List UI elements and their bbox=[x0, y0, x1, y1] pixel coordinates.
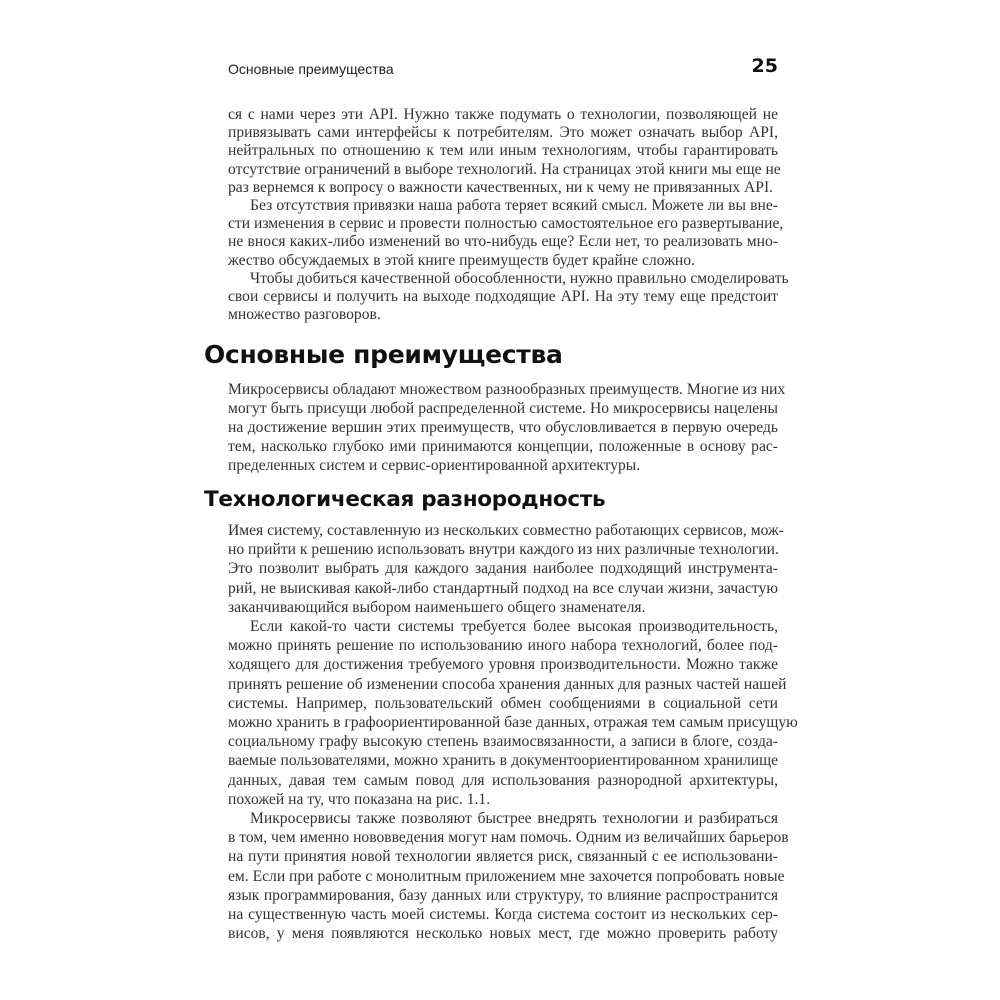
text-line: ем. Если при работе с монолитным приложением мне захочется попробовать новые bbox=[228, 867, 785, 885]
text-line: привязывать сами интерфейсы к потребителям. Это может означать выбор API, bbox=[228, 124, 778, 142]
text-line: Чтобы добиться качественной обособленности, нужно правильно смоделировать bbox=[250, 269, 789, 287]
section-2-text bbox=[228, 521, 798, 943]
text-line: не внося каких-либо изменений во что-нибудь еще? Если нет, то реализовать мно- bbox=[228, 233, 778, 251]
text-line: на достижение вершин этих преимуществ, что обусловливается в первую очередь bbox=[228, 419, 778, 436]
text-line: Имея систему, составленную из нескольких совместно работающих сервисов, мож- bbox=[228, 522, 784, 539]
text-line: ваемые пользователями, можно хранить в документоориентированном хранилище bbox=[228, 752, 778, 770]
text-line: данных, давая тем самым повод для использования разнородной архитектуры, bbox=[228, 771, 778, 789]
text-line: заканчивающийся выбором наименьшего общего знаменателя. bbox=[228, 598, 646, 616]
text-line: тем, насколько глубоко ими принимаются концепции, положенные в основу рас- bbox=[228, 438, 778, 455]
text-line: могут быть присущи любой распределенной системе. Но микросервисы нацелены bbox=[228, 400, 778, 417]
text-line: можно хранить в графоориентированной базе данных, отражая тем самым присущую bbox=[228, 714, 798, 732]
text-line: ходящего для достижения требуемого уровня производительности. Можно также bbox=[228, 656, 778, 674]
text-line: социальному графу высокую степень взаимосвязанности, а записи в блоге, созда- bbox=[228, 733, 778, 751]
text-line: но прийти к решению использовать внутри каждого из них различные технологии. bbox=[228, 541, 779, 559]
text-line: висов, у меня появляются несколько новых мест, где можно проверить работу bbox=[228, 925, 778, 943]
text-line: Это позволит выбрать для каждого задания наиболее подходящий инструмента- bbox=[228, 560, 778, 578]
section-1-text bbox=[228, 380, 786, 475]
text-line: рий, не выискивая какой-либо стандартный подход на все случаи жизни, зачастую bbox=[228, 579, 778, 597]
text-line: на существенную часть моей системы. Когда система состоит из нескольких сер- bbox=[228, 906, 778, 924]
text-line: ся с нами через эти API. Нужно также подумать о технологии, позволяющей не bbox=[228, 106, 778, 123]
text-line: можно принять решение по использованию иного набора технологий, более под- bbox=[228, 637, 778, 655]
subsection-heading: Технологическая разнородность bbox=[204, 487, 606, 512]
text-line: пределенных систем и сервис-ориентированной архитектуры. bbox=[228, 457, 641, 474]
text-line: Если какой-то части системы требуется более высокая производительность, bbox=[250, 618, 778, 636]
text-line: нейтральных по отношению к тем или иным технологиям, чтобы гарантировать bbox=[228, 142, 778, 160]
section-heading: Основные преимущества bbox=[204, 340, 563, 369]
intro-text-block bbox=[228, 106, 789, 324]
text-line: сти изменения в сервис и провести полностью самостоятельное его развертывание, bbox=[228, 215, 784, 233]
running-header: Основные преимущества bbox=[228, 61, 394, 77]
text-line: похожей на ту, что показана на рис. 1.1. bbox=[228, 790, 491, 808]
text-line: на пути принятия новой технологии является риск, связанный с ее использовани- bbox=[228, 848, 778, 866]
text-line: Микросервисы также позволяют быстрее внедрять технологии и разбираться bbox=[250, 810, 778, 828]
text-line: Без отсутствия привязки наша работа теряет всякий смысл. Можете ли вы вне- bbox=[250, 197, 778, 215]
text-line: в том, чем именно нововведения могут нам помочь. Одним из величайших барьеров bbox=[228, 829, 789, 847]
text-line: принять решение об изменении способа хранения данных для разных частей нашей bbox=[228, 675, 787, 693]
text-line: свои сервисы и получить на выходе подходящие API. На эту тему еще предстоит bbox=[228, 288, 778, 306]
page-number: 25 bbox=[751, 55, 778, 77]
text-line: язык программирования, базу данных или структуру, то влияние распространится bbox=[228, 886, 778, 904]
text-line: Микросервисы обладают множеством разнообразных преимуществ. Многие из них bbox=[228, 381, 786, 398]
text-line: раз вернемся к вопросу о важности качественных, ни к чему не привязанных API. bbox=[228, 178, 774, 196]
text-line: системы. Например, пользовательский обмен сообщениями в социальной сети bbox=[228, 694, 778, 712]
text-line: жество обсуждаемых в этой книге преимуществ будет крайне сложно. bbox=[228, 251, 695, 269]
text-line: отсутствие ограничений в выборе технологий. На страницах этой книги мы еще не bbox=[228, 160, 781, 178]
text-line: множество разговоров. bbox=[228, 306, 381, 324]
